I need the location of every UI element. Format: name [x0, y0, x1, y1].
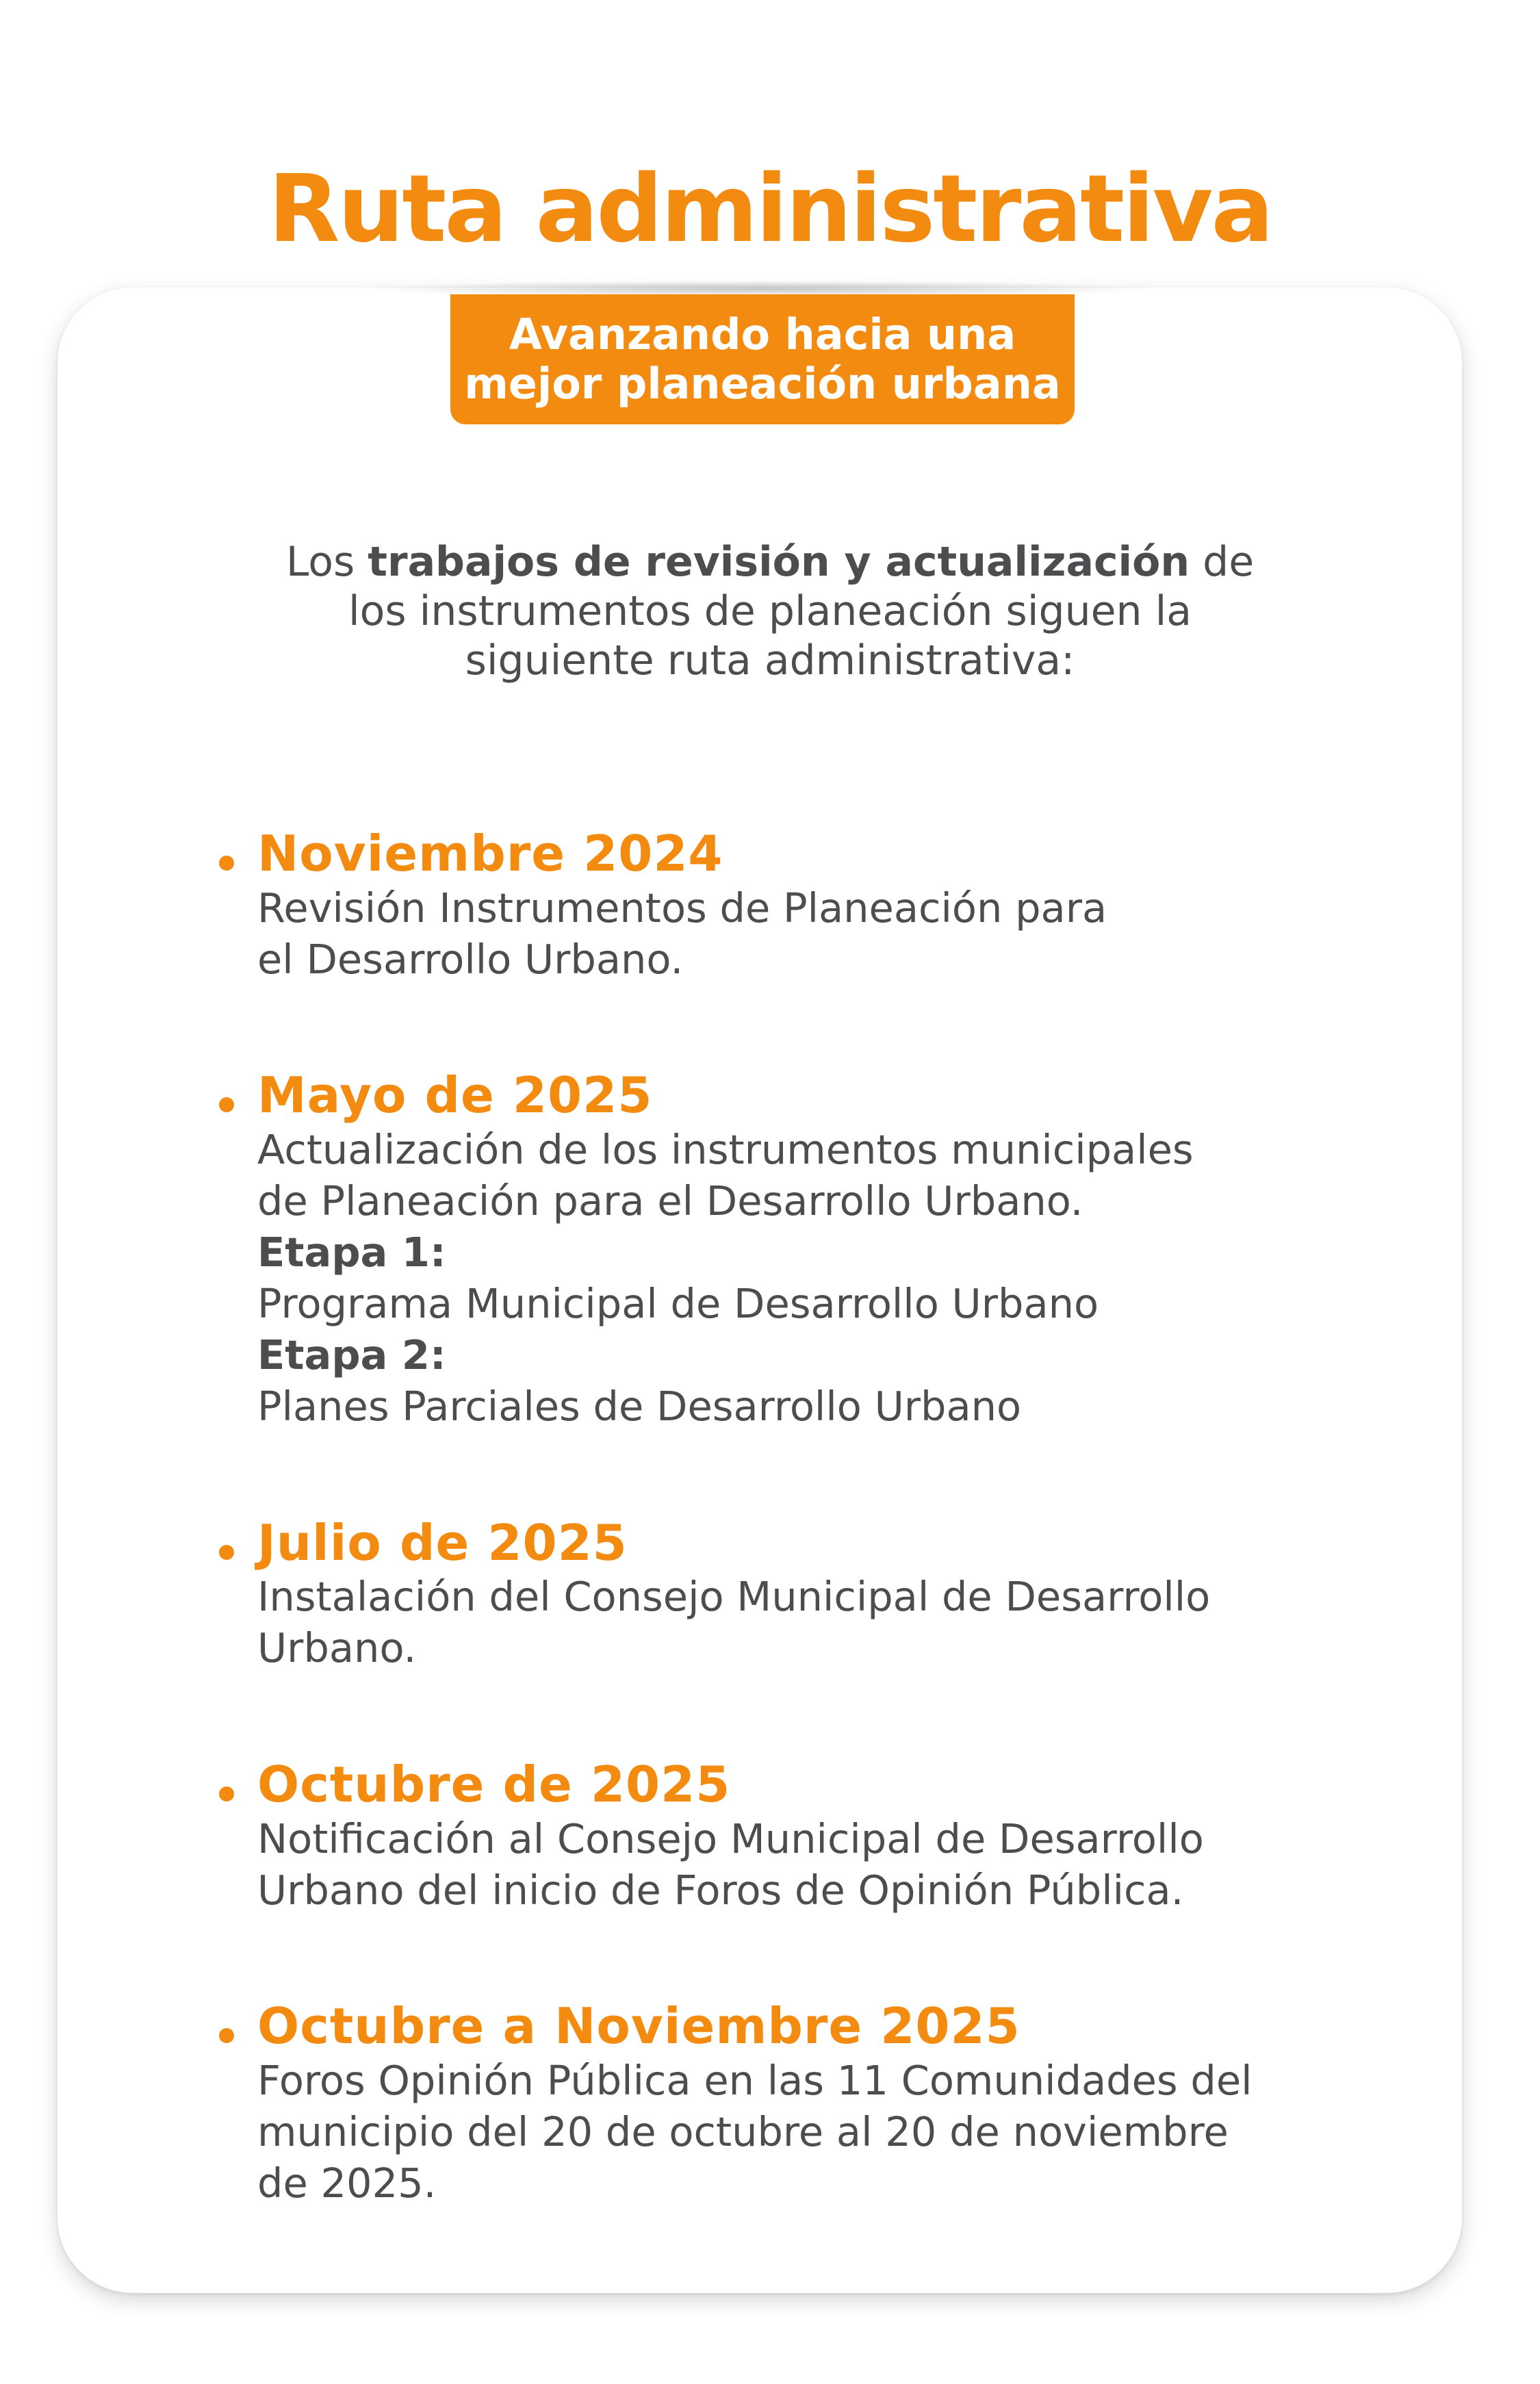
- desc-line: de Planeación para el Desarrollo Urbano.: [257, 1177, 1083, 1225]
- desc-line: Actualización de los instrumentos municipales: [257, 1126, 1194, 1174]
- timeline-description: [257, 2055, 1281, 2209]
- timeline-item-jul-2025: [214, 1513, 1281, 1674]
- timeline-date: Octubre a Noviembre 2025: [257, 1997, 1021, 2055]
- intro-bold: trabajos de revisión y actualización: [368, 538, 1190, 586]
- intro-paragraph: [260, 537, 1280, 685]
- stage-2-label: Etapa 2:: [257, 1331, 446, 1379]
- timeline-date: Octubre de 2025: [257, 1756, 731, 1813]
- desc-line: Urbano del inicio de Foros de Opinión Pública.: [257, 1866, 1184, 1914]
- stage-2-text: Planes Parciales de Desarrollo Urbano: [257, 1382, 1022, 1430]
- bullet-icon: [219, 1097, 234, 1112]
- timeline-date: Julio de 2025: [257, 1513, 628, 1572]
- desc-line: Urbano.: [257, 1624, 417, 1672]
- desc-line: Instalación del Consejo Municipal de Desarrollo: [257, 1573, 1211, 1621]
- desc-line: Notificación al Consejo Municipal de Desarrollo: [257, 1815, 1204, 1862]
- timeline-description: [257, 883, 1281, 986]
- bullet-icon: [219, 2028, 234, 2043]
- page-title: Ruta administrativa: [268, 155, 1272, 264]
- timeline-description: [257, 1572, 1281, 1674]
- timeline-date: Noviembre 2024: [257, 825, 723, 882]
- timeline-list: [214, 825, 1281, 2209]
- stage-1-label: Etapa 1:: [257, 1228, 446, 1276]
- timeline-item-oct-nov-2025: [214, 1997, 1281, 2209]
- timeline-item-nov-2024: [214, 825, 1281, 985]
- desc-line: Revisión Instrumentos de Planeación para: [257, 884, 1107, 932]
- desc-line: municipio del 20 de octubre al 20 de noviembre: [257, 2107, 1229, 2155]
- bullet-icon: [219, 1545, 234, 1560]
- desc-line: Foros Opinión Pública en las 11 Comunidades del: [257, 2057, 1253, 2105]
- badge-line-1: Avanzando hacia una: [509, 309, 1016, 360]
- timeline-date: Mayo de 2025: [257, 1066, 653, 1125]
- desc-line: de 2025.: [257, 2159, 437, 2207]
- intro-pre: Los: [285, 538, 368, 586]
- timeline-item-oct-2025: [214, 1756, 1281, 1916]
- intro-post: de los instrumentos de planeación siguen la siguiente ruta administrativa:: [348, 538, 1255, 684]
- stage-1-text: Programa Municipal de Desarrollo Urbano: [257, 1279, 1099, 1327]
- desc-line: el Desarrollo Urbano.: [257, 935, 684, 983]
- timeline-description: [257, 1125, 1281, 1433]
- timeline-item-may-2025: [214, 1066, 1281, 1432]
- subtitle-badge: [450, 294, 1075, 424]
- bullet-icon: [219, 856, 234, 871]
- bullet-icon: [219, 1786, 234, 1802]
- badge-line-2: mejor planeación urbana: [464, 359, 1061, 409]
- timeline-description: [257, 1814, 1281, 1917]
